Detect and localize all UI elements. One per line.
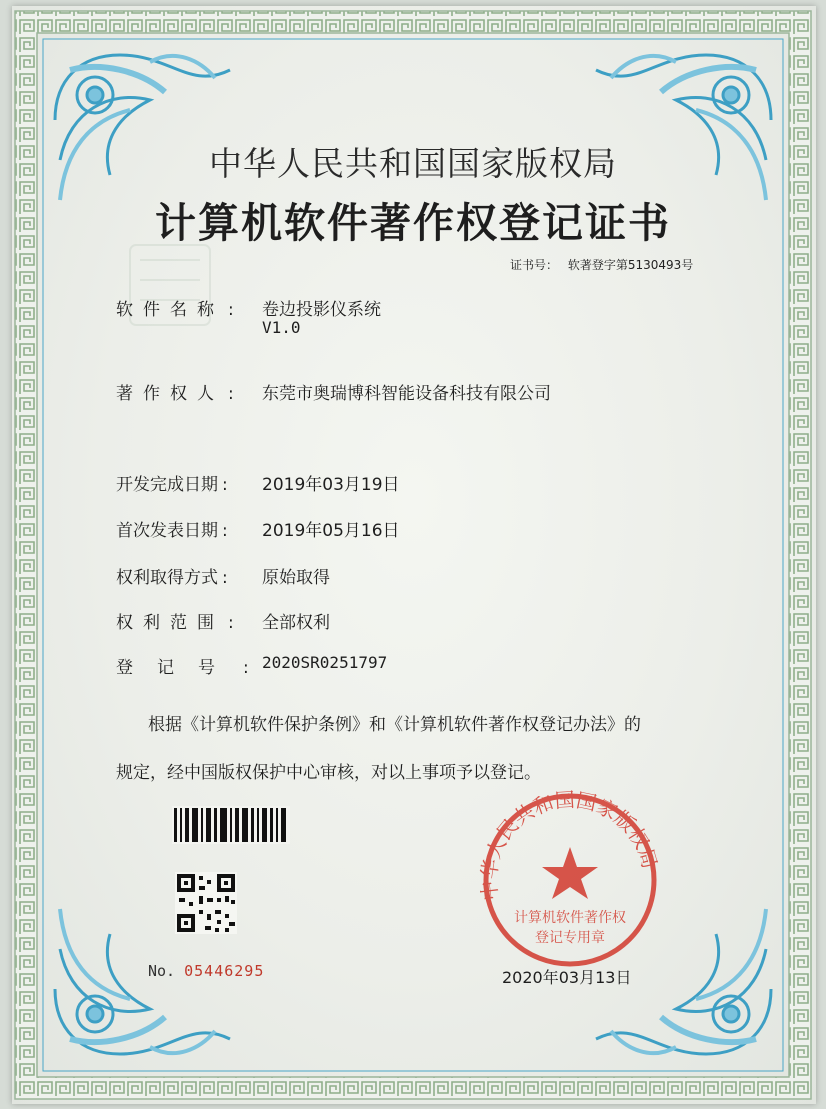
- field-value-rights-scope: 全部权利: [262, 613, 330, 633]
- field-label-first-publish-date: 首次发表日期 :: [116, 521, 228, 541]
- field-value-dev-completion-date: 2019年03月19日: [262, 475, 400, 495]
- field-label-rights-scope: 权利范围 :: [116, 613, 244, 633]
- certificate-title: 计算机软件著作权登记证书: [155, 199, 671, 247]
- seal-inner-line2: 登记专用章: [535, 930, 605, 946]
- serial-prefix: No.: [148, 962, 176, 980]
- statement-line-1: 根据《计算机软件保护条例》和《计算机软件著作权登记办法》的: [148, 715, 641, 735]
- serial-number: [148, 962, 264, 980]
- seal-outer-text: 中华人民共和国国家版权局: [476, 787, 663, 902]
- certificate-number-value: 软著登字第5130493号: [567, 258, 694, 272]
- field-value-software-name: 卷边投影仪系统: [262, 300, 381, 320]
- certificate-number-label: 证书号：: [510, 258, 559, 272]
- field-label-registration-number: 登记号 :: [116, 658, 249, 678]
- seal-inner-line1: 计算机软件著作权: [514, 910, 626, 926]
- certificate-number: [510, 256, 693, 273]
- field-label-copyright-owner: 著作权人 :: [116, 384, 244, 404]
- field-value-registration-number: 2020SR0251797: [262, 653, 388, 672]
- seal-star-icon: [542, 847, 598, 899]
- field-label-acquisition-method: 权利取得方式 :: [116, 568, 228, 588]
- qr-code: [175, 872, 237, 934]
- field-value-copyright-owner: 东莞市奥瑞博科智能设备科技有限公司: [262, 384, 551, 404]
- field-value-first-publish-date: 2019年05月16日: [262, 521, 400, 541]
- official-seal: [476, 788, 662, 964]
- field-label-software-name: 软件名称 :: [116, 300, 244, 320]
- barcode: [172, 806, 290, 844]
- statement-line-2: 规定，经中国版权保护中心审核，对以上事项予以登记。: [116, 763, 541, 783]
- serial-value: 05446295: [184, 962, 265, 980]
- issue-date: 2020年03月13日: [502, 968, 632, 987]
- field-value-acquisition-method: 原始取得: [262, 568, 330, 588]
- field-value-software-version: V1.0: [262, 318, 301, 337]
- issuer-title: 中华人民共和国国家版权局: [209, 144, 617, 183]
- field-label-dev-completion-date: 开发完成日期 :: [116, 475, 228, 495]
